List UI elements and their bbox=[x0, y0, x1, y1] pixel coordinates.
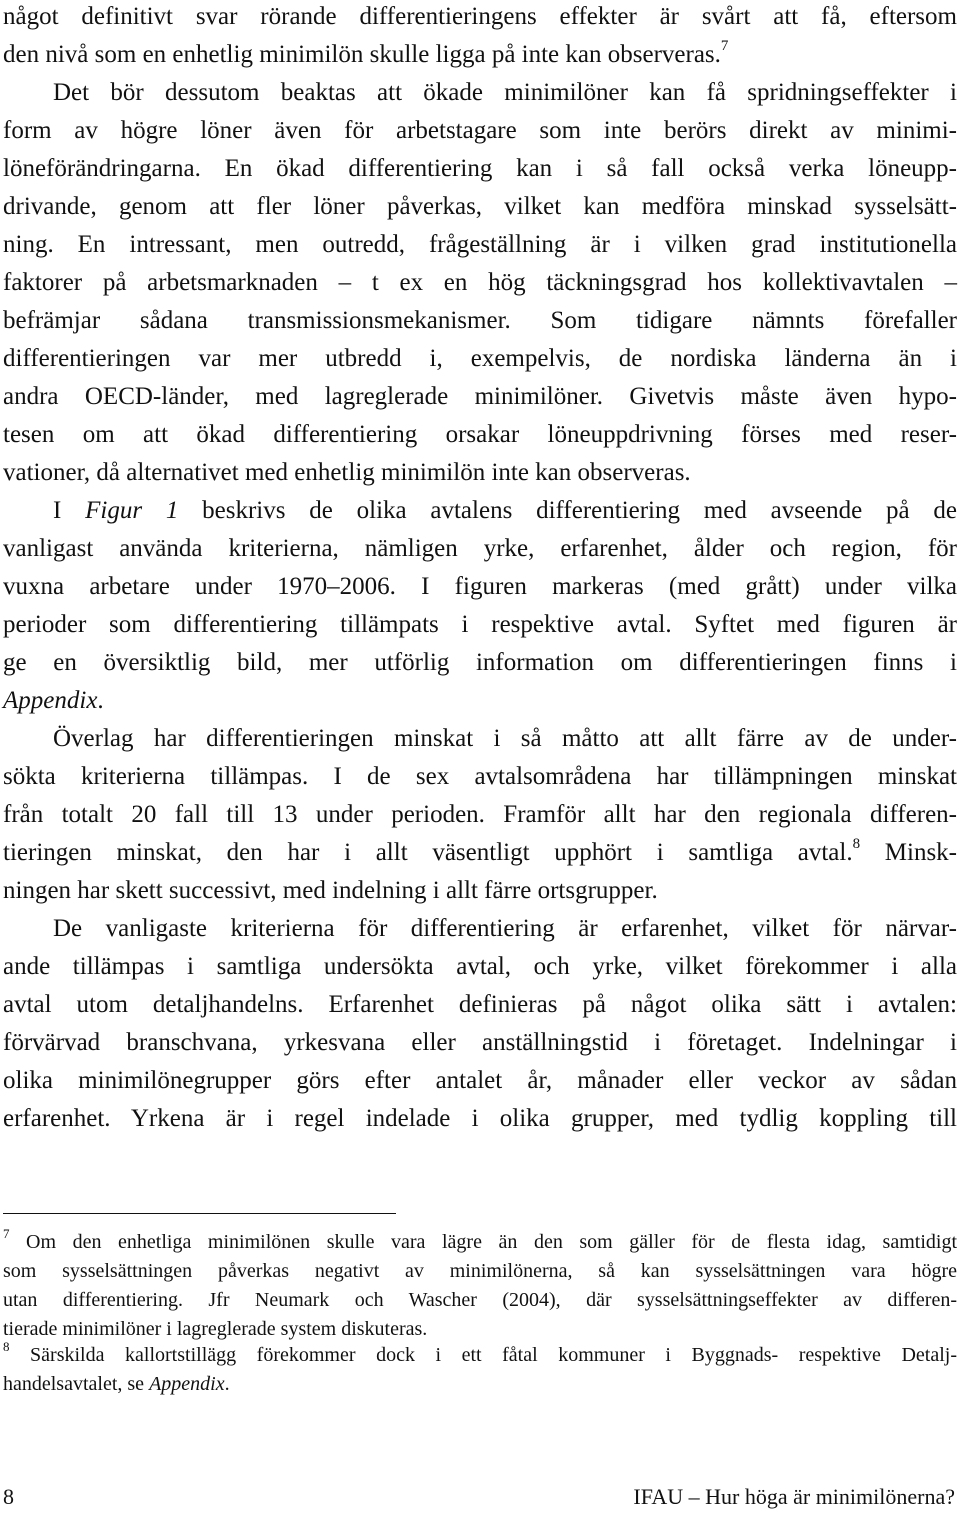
body-line: form av högre löner även för arbetstagare som inte berörs direkt av minimi- bbox=[3, 117, 957, 144]
body-line: Appendix. bbox=[3, 687, 104, 714]
body-line: vanligast använda kriterierna, nämligen yrke, erfarenhet, ålder och region, för bbox=[3, 535, 957, 562]
body-line: från totalt 20 fall till 13 under perioden. Framför allt har den regionala differen- bbox=[3, 801, 957, 828]
footnote-ref-8[interactable]: 8 bbox=[852, 836, 861, 852]
body-line: den nivå som en enhetlig minimilön skulle ligga på inte kan observeras.$^7$ bbox=[3, 38, 729, 68]
footnote-number-7: 7 bbox=[3, 1226, 10, 1241]
body-line: olika minimilönegrupper görs efter antalet år, månader eller veckor av sådan bbox=[3, 1067, 957, 1094]
body-line: andra OECD-länder, med lagreglerade minimilöner. Givetvis måste även hypo- bbox=[3, 383, 957, 410]
footnote-line: $^7$ Om den enhetliga minimilönen skulle vara lägre än den som gäller för de flesta idag, samtidigt bbox=[3, 1226, 957, 1253]
body-line: förvärvad branschvana, yrkesvana eller anställningstid i företaget. Indelningar i bbox=[3, 1029, 957, 1056]
body-line: ningen har skett successivt, med indelning i allt färre ortsgrupper. bbox=[3, 877, 658, 904]
body-line: Det bör dessutom beaktas att ökade minimilöner kan få spridningseffekter i bbox=[53, 79, 957, 106]
footnote-separator bbox=[3, 1213, 396, 1214]
italic-term: Appendix bbox=[149, 1373, 225, 1395]
body-line: ge en översiktlig bild, mer utförlig information om differentieringen finns i bbox=[3, 649, 957, 676]
body-line: vationer, då alternativet med enhetlig minimilön inte kan observeras. bbox=[3, 459, 691, 486]
body-line: differentieringen var mer utbredd i, exempelvis, de nordiska länderna än i bbox=[3, 345, 957, 372]
footnote-ref-7[interactable]: 7 bbox=[720, 38, 729, 54]
body-line: sökta kriterierna tillämpas. I de sex avtalsområdena har tillämpningen minskat bbox=[3, 763, 957, 790]
body-line: avtal utom detaljhandelns. Erfarenhet definieras på något olika sätt i avtalen: bbox=[3, 991, 957, 1018]
italic-term: Figur 1 bbox=[85, 497, 179, 524]
body-line: I Figur 1 beskrivs de olika avtalens differentiering med avseende på de bbox=[53, 497, 957, 524]
footnote-line: $^8$ Särskilda kallortstillägg förekommer dock i ett fåtal kommuner i Byggnads- respektive Detalj- bbox=[3, 1339, 957, 1366]
footnote-line: tierade minimilöner i lagreglerade system diskuteras. bbox=[3, 1318, 428, 1340]
body-line: drivande, genom att fler löner påverkas, vilket kan medföra minskad sysselsätt- bbox=[3, 193, 957, 220]
body-line: erfarenhet. Yrkena är i regel indelade i olika grupper, med tydlig koppling till bbox=[3, 1105, 957, 1132]
footnote-number-8: 8 bbox=[3, 1339, 10, 1354]
body-line: befrämjar sådana transmissionsmekanismer. Som tidigare nämnts förefaller bbox=[3, 307, 957, 334]
body-line: tesen om att ökad differentiering orsakar löneuppdrivning förses med reser- bbox=[3, 421, 957, 448]
page-number: 8 bbox=[3, 1484, 14, 1509]
footnote-line: utan differentiering. Jfr Neumark och Wascher (2004), där sysselsättningseffekter av differen- bbox=[3, 1289, 957, 1311]
body-line: Överlag har differentieringen minskat i så måtto att allt färre av de under- bbox=[53, 725, 957, 752]
body-line: ning. En intressant, men outredd, frågeställning är i vilken grad institutionella bbox=[3, 231, 957, 258]
body-line: faktorer på arbetsmarknaden – t ex en hög täckningsgrad hos kollektivavtalen – bbox=[3, 269, 957, 296]
body-line: löneförändringarna. En ökad differentiering kan i så fall också verka löneupp- bbox=[3, 155, 957, 182]
body-line: ande tillämpas i samtliga undersökta avtal, och yrke, vilket förekommer i alla bbox=[3, 953, 957, 980]
body-line: perioder som differentiering tillämpats i respektive avtal. Syftet med figuren är bbox=[3, 611, 957, 638]
body-line: något definitivt svar rörande differentieringens effekter är svårt att få, eftersom bbox=[3, 3, 957, 30]
footnote-line: som sysselsättningen påverkas negativt av minimilönerna, så kan sysselsättningen vara högre bbox=[3, 1260, 957, 1282]
footnote-line: handelsavtalet, se Appendix. bbox=[3, 1373, 230, 1395]
body-line: De vanligaste kriterierna för differentiering är erfarenhet, vilket för närvar- bbox=[53, 915, 957, 942]
running-title: IFAU – Hur höga är minimilönerna? bbox=[633, 1484, 955, 1509]
body-line: tieringen minskat, den har i allt väsentligt upphört i samtliga avtal.$^8$ Minsk- bbox=[3, 836, 958, 866]
italic-term: Appendix bbox=[3, 687, 98, 714]
body-line: vuxna arbetare under 1970–2006. I figuren markeras (med grått) under vilka bbox=[3, 573, 957, 600]
